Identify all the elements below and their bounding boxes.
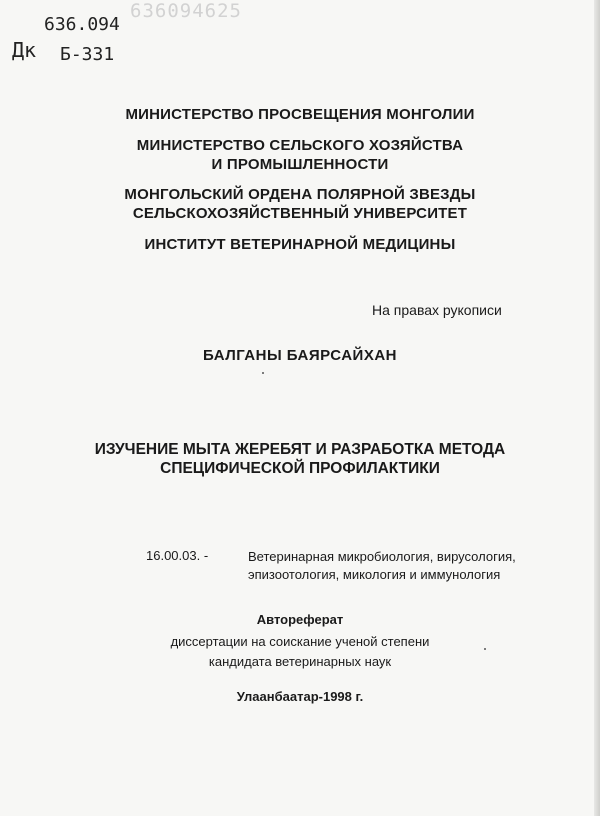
ministry-education [0,105,600,124]
specialty-line: эпизоотология, микология и иммунология [248,567,501,582]
library-stamp: 636094625 [130,0,242,22]
university-name [0,185,600,223]
heading-line: И ПРОМЫШЛЕННОСТИ [211,156,389,173]
author-name: БАЛГАНЫ БАЯРСАЙХАН [202,347,398,364]
abstract-line: кандидата ветеринарных наук [208,654,392,669]
heading-line: ИНСТИТУТ ВЕТЕРИНАРНОЙ МЕДИЦИНЫ [144,236,456,253]
manuscript-rights: На правах рукописи [372,302,502,318]
specialty-name [248,548,516,584]
ministry-agriculture [0,136,600,174]
scan-speck [484,648,486,650]
inventory-code: Б-331 [60,44,115,65]
specialty-code: 16.00.03. - [146,548,209,563]
title-line: ИЗУЧЕНИЕ МЫТА ЖЕРЕБЯТ И РАЗРАБОТКА МЕТОДА [94,441,506,458]
shelf-mark: Дк [12,38,37,62]
title-line: СПЕЦИФИЧЕСКОЙ ПРОФИЛАКТИКИ [160,460,440,477]
specialty-line: Ветеринарная микробиология, вирусология, [248,549,516,564]
heading-line: МИНИСТЕРСТВО ПРОСВЕЩЕНИЯ МОНГОЛИИ [125,106,475,123]
shelf-code: 636.094 [44,14,120,35]
heading-line: СЕЛЬСКОХОЗЯЙСТВЕННЫЙ УНИВЕРСИТЕТ [132,205,468,222]
dissertation-title [0,440,600,478]
heading-line: МИНИСТЕРСТВО СЕЛЬСКОГО ХОЗЯЙСТВА [136,137,464,154]
heading-line: МОНГОЛЬСКИЙ ОРДЕНА ПОЛЯРНОЙ ЗВЕЗДЫ [124,186,476,203]
abstract-title: Автореферат [256,612,344,627]
place-year: Улаанбаатар-1998 г. [236,689,364,704]
scan-speck [262,372,264,374]
institute-name [0,235,600,254]
abstract-line: диссертации на соискание ученой степени [170,634,430,649]
